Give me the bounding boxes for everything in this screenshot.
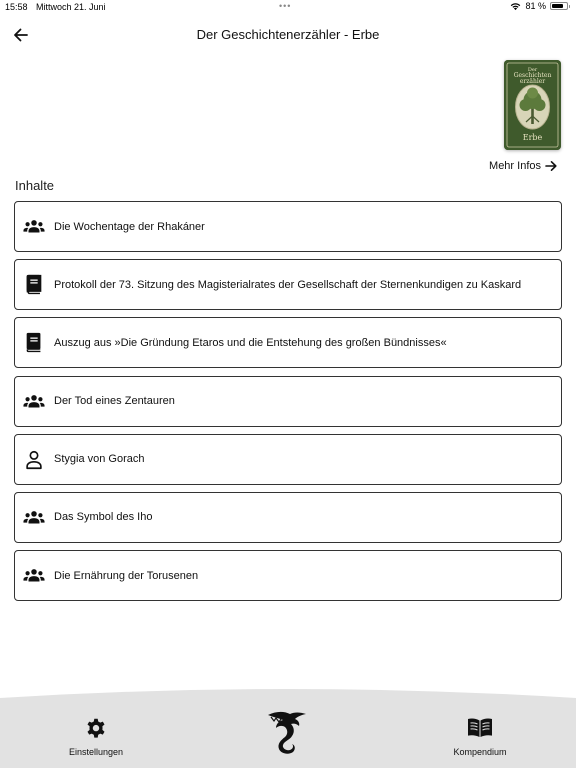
group-icon bbox=[23, 216, 45, 238]
status-right bbox=[510, 1, 568, 11]
dragon-icon bbox=[262, 705, 314, 757]
list-item-label: Der Tod eines Zentauren bbox=[54, 395, 175, 408]
header bbox=[0, 22, 576, 48]
book-icon bbox=[23, 332, 45, 354]
list-item-label: Die Wochentage der Rhakáner bbox=[54, 220, 205, 233]
tab-compendium[interactable] bbox=[444, 716, 516, 757]
list-item-label: Die Ernährung der Torusenen bbox=[54, 569, 199, 582]
status-date: Mittwoch 21. Juni bbox=[36, 2, 106, 12]
tab-home-logo[interactable] bbox=[262, 705, 314, 757]
list-item[interactable] bbox=[14, 492, 562, 543]
list-item[interactable] bbox=[14, 201, 562, 252]
cover-text-erbe: Erbe bbox=[522, 133, 543, 142]
tab-settings-label: Einstellungen bbox=[68, 747, 124, 757]
tab-settings[interactable] bbox=[60, 716, 132, 757]
section-heading-contents: Inhalte bbox=[15, 178, 55, 193]
wifi-icon bbox=[510, 2, 521, 11]
list-item-label: Protokoll der 73. Sitzung des Magisterialrates der Gesellschaft der Sternenkundigen zu Kaskard bbox=[54, 278, 522, 291]
book-icon bbox=[23, 274, 45, 296]
battery-icon bbox=[550, 2, 568, 10]
multitask-dots-icon[interactable]: ••• bbox=[279, 1, 292, 11]
status-time: 15:58 bbox=[5, 2, 28, 12]
cover-text-erzaehler: erzähler bbox=[519, 78, 546, 85]
page-title: Der Geschichtenerzähler - Erbe bbox=[196, 27, 380, 42]
list-item-label: Das Symbol des Iho bbox=[54, 511, 153, 524]
list-item-label: Auszug aus »Die Gründung Etaros und die Entstehung des großen Bündnisses« bbox=[54, 336, 447, 349]
gear-icon bbox=[84, 716, 108, 740]
group-icon bbox=[23, 507, 45, 529]
cover-text-geschichten: Geschichten bbox=[513, 72, 552, 79]
list-item[interactable] bbox=[14, 317, 562, 368]
group-icon bbox=[23, 391, 45, 413]
list-item[interactable] bbox=[14, 434, 562, 485]
bottom-nav bbox=[0, 698, 576, 768]
list-item[interactable] bbox=[14, 550, 562, 601]
list-item-label: Stygia von Gorach bbox=[54, 453, 145, 466]
group-icon bbox=[23, 565, 45, 587]
more-info-link[interactable] bbox=[489, 159, 558, 173]
arrow-right-icon bbox=[544, 159, 558, 173]
list-item[interactable] bbox=[14, 376, 562, 427]
tab-compendium-label: Kompendium bbox=[453, 747, 507, 757]
status-bar bbox=[0, 0, 576, 14]
book-cover[interactable] bbox=[504, 60, 561, 150]
open-book-icon bbox=[466, 716, 494, 740]
contents-list bbox=[14, 201, 562, 608]
cover-text-der: Der bbox=[527, 67, 538, 73]
person-icon bbox=[23, 449, 45, 471]
list-item[interactable] bbox=[14, 259, 562, 310]
more-info-label: Mehr Infos bbox=[489, 160, 541, 172]
book-cover-art bbox=[504, 60, 561, 150]
battery-percent: 81 % bbox=[525, 1, 546, 11]
